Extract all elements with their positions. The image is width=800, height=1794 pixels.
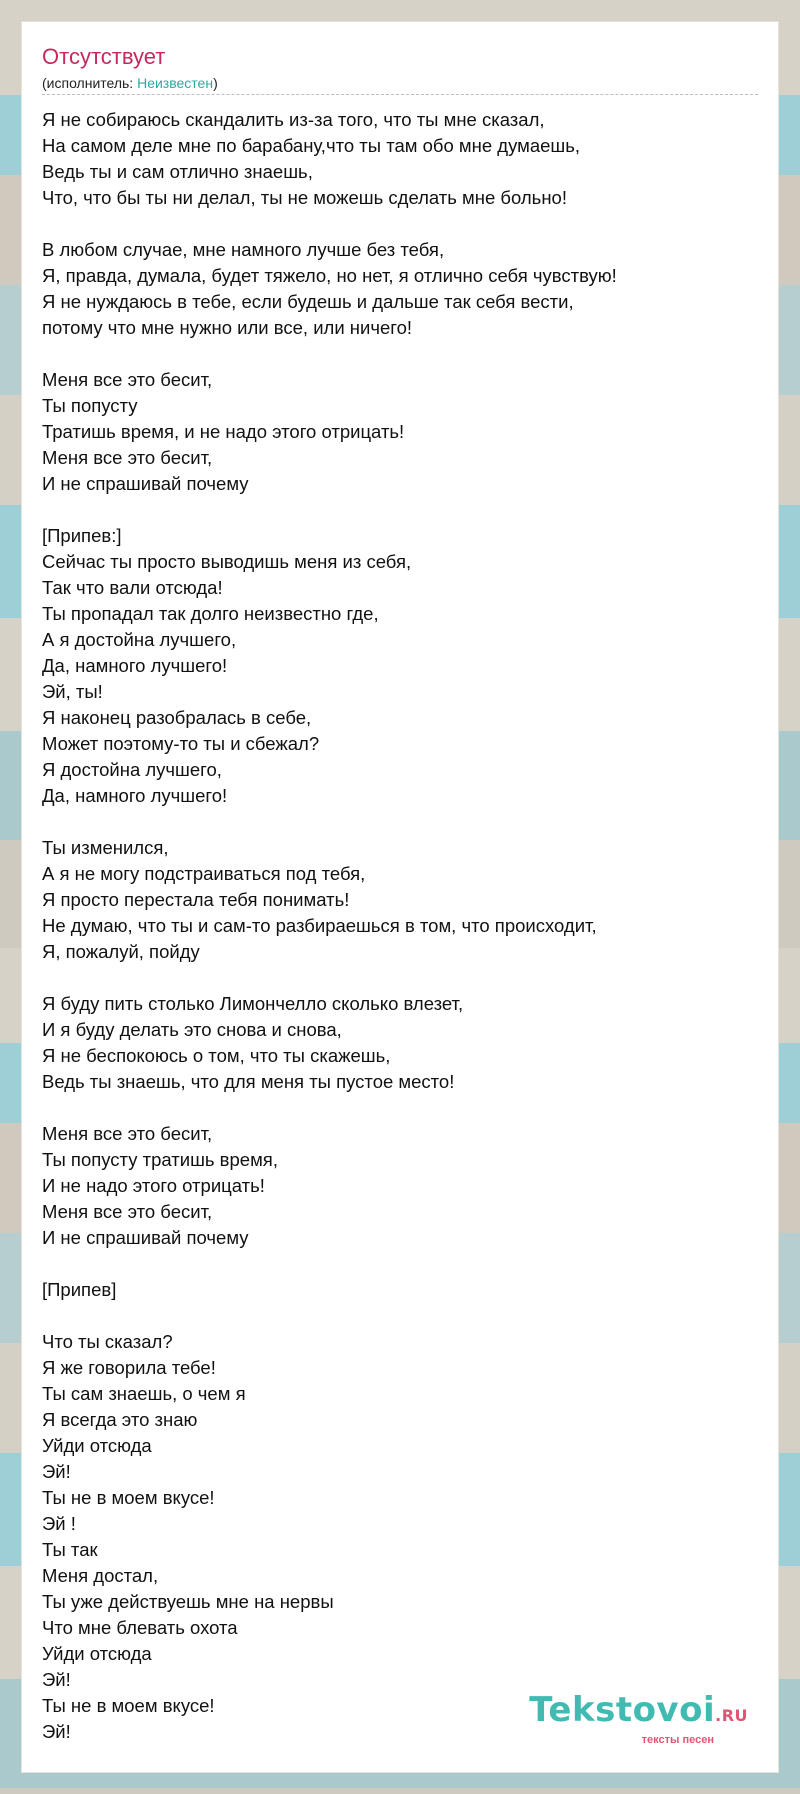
- logo-tagline: тексты песен: [641, 1734, 714, 1746]
- lyrics-text: [42, 107, 758, 1745]
- performer-link[interactable]: Неизвестен: [137, 75, 214, 91]
- lyrics-line: А я не могу подстраиваться под тебя,: [42, 863, 366, 884]
- lyrics-line: Ты не в моем вкусе!: [42, 1695, 215, 1716]
- lyrics-line: [Припев:]: [42, 525, 122, 546]
- lyrics-line: Ты изменился,: [42, 837, 169, 858]
- lyrics-line: Не думаю, что ты и сам-то разбираешься в том, что происходит,: [42, 915, 597, 936]
- lyrics-line: В любом случае, мне намного лучше без тебя,: [42, 239, 445, 260]
- lyrics-line: Я просто перестала тебя понимать!: [42, 889, 350, 910]
- lyrics-line: Меня все это бесит,: [42, 369, 213, 390]
- lyrics-line: Эй !: [42, 1513, 76, 1534]
- lyrics-line: Что ты сказал?: [42, 1331, 173, 1352]
- performer-line: [42, 74, 758, 92]
- lyrics-line: Ведь ты и сам отлично знаешь,: [42, 161, 313, 182]
- lyrics-line: Уйди отсюда: [42, 1643, 152, 1664]
- lyrics-line: Я не нуждаюсь в тебе, если будешь и дальше так себя вести,: [42, 291, 574, 312]
- lyrics-line: На самом деле мне по барабану,что ты там обо мне думаешь,: [42, 135, 581, 156]
- lyrics-blank-line: [42, 211, 758, 237]
- lyrics-line: Ты сам знаешь, о чем я: [42, 1383, 246, 1404]
- lyrics-line: Я наконец разобралась в себе,: [42, 707, 312, 728]
- lyrics-line: Я не беспокоюсь о том, что ты скажешь,: [42, 1045, 391, 1066]
- lyrics-line: Да, намного лучшего!: [42, 785, 228, 806]
- song-title: Отсутствует: [42, 44, 166, 69]
- lyrics-line: Эй, ты!: [42, 681, 103, 702]
- lyrics-blank-line: [42, 1251, 758, 1277]
- lyrics-line: Сейчас ты просто выводишь меня из себя,: [42, 551, 412, 572]
- lyrics-line: Эй!: [42, 1669, 71, 1690]
- lyrics-card: [22, 22, 778, 1772]
- performer-suffix: ): [213, 75, 218, 91]
- lyrics-line: Я, правда, думала, будет тяжело, но нет, я отлично себя чувствую!: [42, 265, 617, 286]
- lyrics-line: [Припев]: [42, 1279, 117, 1300]
- lyrics-line: А я достойна лучшего,: [42, 629, 237, 650]
- lyrics-line: И не надо этого отрицать!: [42, 1175, 265, 1196]
- lyrics-line: Что мне блевать охота: [42, 1617, 238, 1638]
- lyrics-line: Эй!: [42, 1461, 71, 1482]
- lyrics-blank-line: [42, 965, 758, 991]
- lyrics-line: Эй!: [42, 1721, 71, 1742]
- lyrics-line: Я же говорила тебе!: [42, 1357, 216, 1378]
- lyrics-blank-line: [42, 341, 758, 367]
- site-logo[interactable]: [508, 1692, 748, 1746]
- lyrics-line: Ты так: [42, 1539, 98, 1560]
- lyrics-content: [42, 44, 758, 1745]
- lyrics-line: И не спрашивай почему: [42, 473, 249, 494]
- lyrics-line: Я достойна лучшего,: [42, 759, 222, 780]
- performer-prefix: (исполнитель:: [42, 75, 138, 91]
- lyrics-line: Может поэтому-то ты и сбежал?: [42, 733, 320, 754]
- lyrics-line: Тратишь время, и не надо этого отрицать!: [42, 421, 405, 442]
- lyrics-line: потому что мне нужно или все, или ничего!: [42, 317, 413, 338]
- lyrics-line: Я буду пить столько Лимончелло сколько влезет,: [42, 993, 464, 1014]
- lyrics-line: И не спрашивай почему: [42, 1227, 249, 1248]
- lyrics-blank-line: [42, 497, 758, 523]
- lyrics-line: Что, что бы ты ни делал, ты не можешь сделать мне больно!: [42, 187, 567, 208]
- lyrics-line: Меня все это бесит,: [42, 1201, 213, 1222]
- lyrics-blank-line: [42, 1303, 758, 1329]
- lyrics-line: Да, намного лучшего!: [42, 655, 228, 676]
- lyrics-blank-line: [42, 1095, 758, 1121]
- lyrics-line: Меня все это бесит,: [42, 1123, 213, 1144]
- lyrics-line: Так что вали отсюда!: [42, 577, 223, 598]
- lyrics-line: Я, пожалуй, пойду: [42, 941, 200, 962]
- logo-tld: .RU: [715, 1706, 748, 1725]
- lyrics-line: И я буду делать это снова и снова,: [42, 1019, 342, 1040]
- lyrics-line: Ты попусту тратишь время,: [42, 1149, 278, 1170]
- lyrics-line: Ты попусту: [42, 395, 138, 416]
- logo-name: Tekstovoi: [529, 1690, 716, 1730]
- lyrics-line: Уйди отсюда: [42, 1435, 152, 1456]
- lyrics-line: Я не собираюсь скандалить из-за того, что ты мне сказал,: [42, 109, 545, 130]
- lyrics-line: Я всегда это знаю: [42, 1409, 198, 1430]
- lyrics-line: Ты уже действуешь мне на нервы: [42, 1591, 334, 1612]
- lyrics-line: Ты пропадал так долго неизвестно где,: [42, 603, 379, 624]
- lyrics-line: Меня достал,: [42, 1565, 159, 1586]
- lyrics-line: Ты не в моем вкусе!: [42, 1487, 215, 1508]
- lyrics-line: Ведь ты знаешь, что для меня ты пустое место!: [42, 1071, 455, 1092]
- logo-wordmark: [508, 1692, 748, 1734]
- lyrics-blank-line: [42, 809, 758, 835]
- title-divider: [42, 94, 758, 95]
- lyrics-line: Меня все это бесит,: [42, 447, 213, 468]
